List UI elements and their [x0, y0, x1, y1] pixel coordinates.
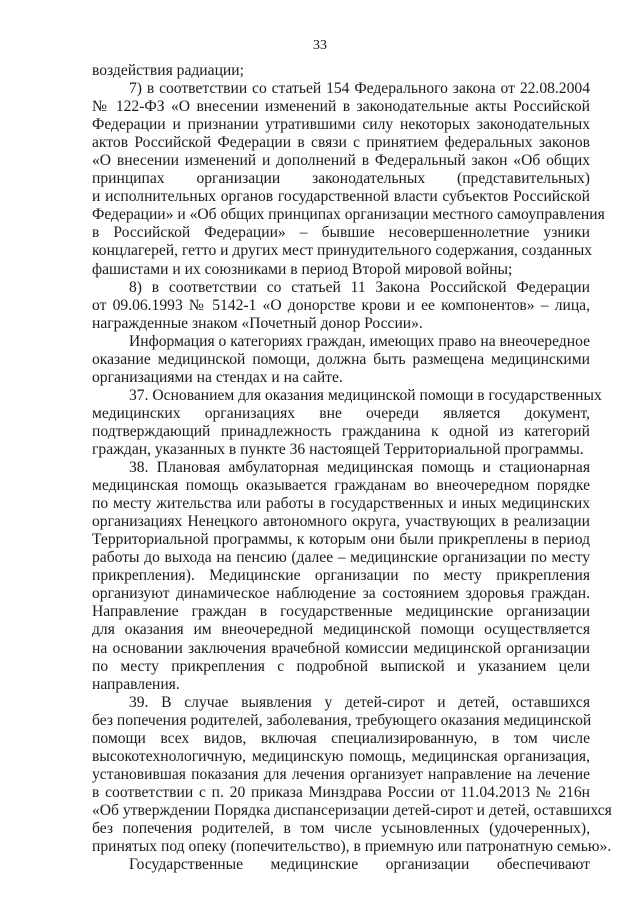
text-line: установившая показания для лечения организует направление на лечение [92, 765, 590, 783]
text-line: № 122-ФЗ «О внесении изменений в законодательные акты Российской [92, 98, 590, 116]
text-line: направления. [92, 675, 180, 693]
text-line: медицинских организациях вне очереди является документ, [92, 404, 590, 422]
document-body [92, 62, 612, 874]
text-line: награжденные знаком «Почетный донор России». [92, 314, 423, 332]
text-line: 37. Основанием для оказания медицинской помощи в государственных [129, 386, 602, 404]
text-line: без попечения родителей, заболевания, требующего оказания медицинской [92, 711, 592, 729]
text-line: 7) в соответствии со статьей 154 Федерального закона от 22.08.2004 [129, 80, 590, 98]
text-line: на основании заключения врачебной комиссии медицинской организации [92, 639, 590, 657]
text-line: фашистами и их союзниками в период Второй мировой войны; [92, 260, 513, 278]
text-line: организуют динамическое наблюдение за состоянием здоровья граждан. [92, 585, 590, 603]
text-line: работы до выхода на пенсию (далее – медицинские организации по месту [92, 549, 590, 567]
text-line: актов Российской Федерации в связи с принятием федеральных законов [92, 134, 590, 152]
text-line: «Об утверждении Порядка диспансеризации детей-сирот и детей, оставшихся [92, 801, 612, 819]
text-line: воздействия радиации; [92, 62, 244, 79]
text-line: высокотехнологичную, медицинскую помощь, медицинская организация, [92, 747, 590, 765]
text-line: прикрепления). Медицинские организации по месту прикрепления [92, 567, 590, 585]
text-line: медицинская помощь оказывается гражданам во внеочередном порядке [92, 477, 590, 495]
text-line: Территориальной программы, к которым они были прикреплены в период [92, 531, 590, 549]
text-line: Федерации» и «Об общих принципах организации местного самоуправления [92, 206, 605, 224]
text-line: Федерации и признании утратившими силу некоторых законодательных [92, 116, 590, 134]
text-line: по месту жительства или работы в государственных и иных медицинских [92, 495, 590, 513]
text-line: принципах организации законодательных (представительных) [92, 170, 590, 188]
text-line: от 09.06.1993 № 5142-1 «О донорстве крови и ее компонентов» – лица, [92, 296, 590, 314]
text-line: для оказания им внеочередной медицинской помощи осуществляется [92, 621, 590, 639]
text-line: организациях Ненецкого автономного округа, участвующих в реализации [92, 513, 590, 531]
text-line: 39. В случае выявления у детей-сирот и детей, оставшихся [129, 693, 590, 711]
text-line: «О внесении изменений и дополнений в Федеральный закон «Об общих [92, 152, 590, 170]
text-line: граждан, указанных в пункте 36 настоящей Территориальной программы. [92, 440, 584, 458]
text-line: Направление граждан в государственные медицинские организации [92, 603, 590, 621]
text-line: по месту прикрепления с подробной выпиской и указанием цели [92, 657, 590, 675]
page-number: 33 [313, 38, 327, 53]
text-line: и исполнительных органов государственной власти субъектов Российской [92, 188, 590, 206]
text-line: принятых под опеку (попечительство), в приемную или патронатную семью». [92, 838, 612, 856]
text-line: оказание медицинской помощи, должна быть размещена медицинскими [92, 350, 590, 368]
text-line: Информация о категориях граждан, имеющих право на внеочередное [129, 332, 590, 350]
text-line: в Российской Федерации» – бывшие несовершеннолетние узники [92, 224, 590, 242]
text-line: без попечения родителей, в том числе усыновленных (удочеренных), [92, 819, 590, 837]
text-line: 38. Плановая амбулаторная медицинская помощь и стационарная [129, 459, 590, 477]
text-line: Государственные медицинские организации обеспечивают [129, 856, 590, 874]
text-line: в соответствии с п. 20 приказа Минздрава России от 11.04.2013 № 216н [92, 783, 590, 801]
text-line: помощи всех видов, включая специализированную, в том числе [92, 729, 590, 747]
text-line: организациями на стендах и на сайте. [92, 368, 343, 386]
text-line: 8) в соответствии со статьей 11 Закона Российской Федерации [129, 278, 590, 296]
text-line: подтверждающий принадлежность гражданина к одной из категорий [92, 422, 590, 440]
text-line: концлагерей, гетто и других мест принудительного содержания, созданных [92, 242, 593, 260]
